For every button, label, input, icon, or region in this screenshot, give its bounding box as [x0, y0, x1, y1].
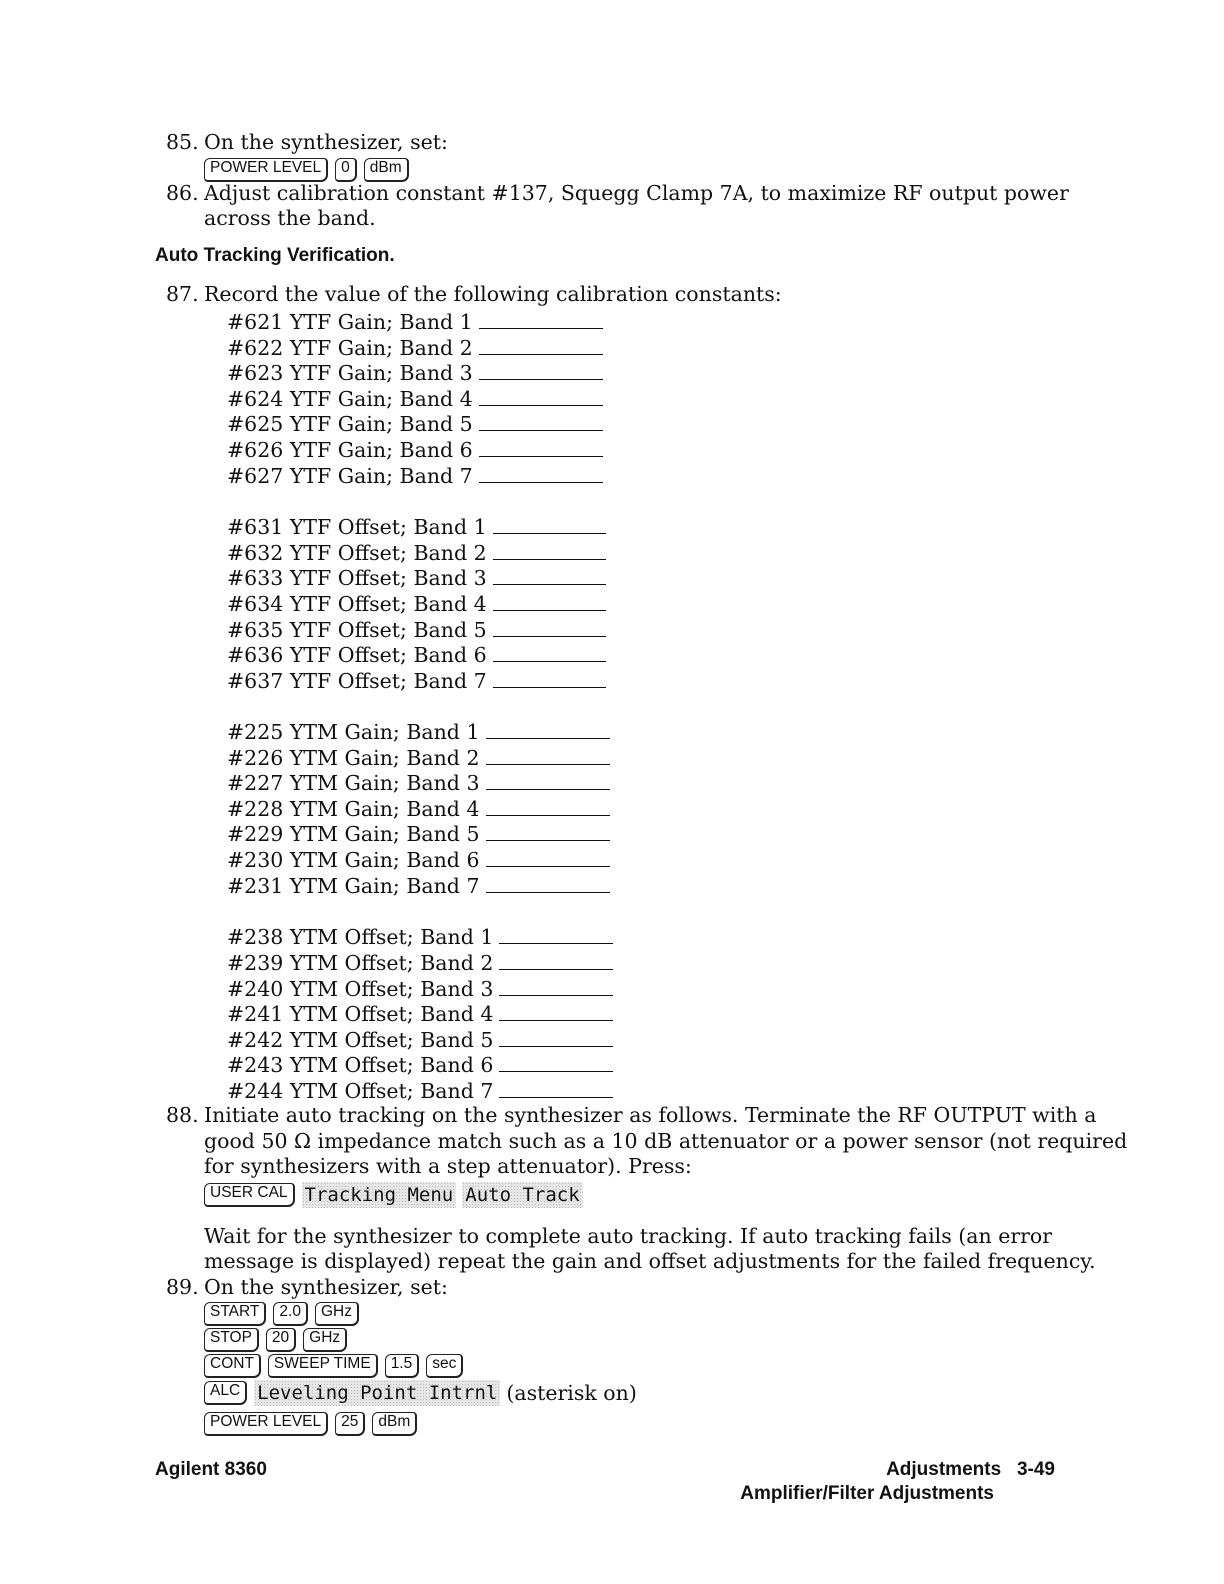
cal-constant-row: [227, 334, 603, 362]
cal-constant-row: [227, 769, 610, 797]
footer-product: Agilent 8360: [155, 1459, 267, 1480]
record-blank: [493, 616, 606, 637]
record-blank: [499, 1051, 613, 1072]
cal-constant-label: #227 YTM Gain; Band 3: [227, 771, 480, 795]
cal-constant-row: [227, 872, 610, 900]
record-blank: [493, 539, 606, 560]
cal-constant-label: #625 YTF Gain; Band 5: [227, 412, 473, 436]
cal-constant-label: #634 YTF Offset; Band 4: [227, 592, 487, 616]
cal-constant-label: #637 YTF Offset; Band 7: [227, 669, 487, 693]
cal-constant-label: #622 YTF Gain; Band 2: [227, 336, 473, 360]
record-blank: [493, 641, 606, 662]
step-text: On the synthesizer, set:: [204, 130, 448, 154]
digit-0-key[interactable]: 0: [335, 158, 357, 182]
record-blank: [499, 923, 613, 944]
cal-constant-label: #225 YTM Gain; Band 1: [227, 720, 480, 744]
cal-constant-label: #231 YTM Gain; Band 7: [227, 874, 480, 898]
key-sequence: [204, 1328, 354, 1352]
record-blank: [479, 308, 603, 329]
step-text: good 50 Ω impedance match such as a 10 dB attenuator or a power sensor (not required: [204, 1129, 1128, 1153]
cal-constant-label: #636 YTF Offset; Band 6: [227, 643, 487, 667]
cal-constant-row: [227, 308, 603, 336]
alc-key[interactable]: ALC: [204, 1381, 247, 1405]
cal-constant-label: #230 YTM Gain; Band 6: [227, 848, 480, 872]
footer-chapter: Amplifier/Filter Adjustments: [740, 1483, 994, 1504]
record-blank: [479, 436, 603, 457]
cal-constant-row: [227, 1000, 613, 1028]
cal-constant-row: [227, 846, 610, 874]
record-blank: [499, 1000, 613, 1021]
step-number: 86.: [166, 181, 199, 205]
cal-constant-row: [227, 462, 603, 490]
cal-constant-label: #241 YTM Offset; Band 4: [227, 1002, 494, 1026]
record-blank: [499, 949, 613, 970]
tracking-menu-softkey[interactable]: Tracking Menu: [302, 1182, 457, 1208]
cal-constant-row: [227, 436, 603, 464]
cal-constant-label: #635 YTF Offset; Band 5: [227, 618, 487, 642]
sweep-time-key[interactable]: SWEEP TIME: [268, 1354, 378, 1378]
step-text: Initiate auto tracking on the synthesizer as follows. Terminate the RF OUTPUT with a: [204, 1103, 1097, 1127]
ghz-key[interactable]: GHz: [315, 1302, 359, 1326]
cal-constant-row: [227, 1026, 613, 1054]
record-blank: [479, 385, 603, 406]
value-key[interactable]: 25: [335, 1412, 365, 1436]
record-blank: [479, 359, 603, 380]
record-blank: [486, 846, 610, 867]
cal-constant-row: [227, 923, 613, 951]
start-key[interactable]: START: [204, 1302, 266, 1326]
key-sequence: [204, 1182, 589, 1208]
cal-constant-row: [227, 820, 610, 848]
cal-constant-row: [227, 667, 606, 695]
record-blank: [499, 975, 613, 996]
dbm-key[interactable]: dBm: [372, 1412, 417, 1436]
cal-constant-row: [227, 795, 610, 823]
cal-constant-row: [227, 385, 603, 413]
user-cal-key[interactable]: USER CAL: [204, 1183, 295, 1207]
cal-constant-label: #229 YTM Gain; Band 5: [227, 822, 480, 846]
cal-constant-label: #228 YTM Gain; Band 4: [227, 797, 480, 821]
key-sequence: [204, 1412, 424, 1436]
section-heading: Auto Tracking Verification.: [155, 245, 395, 266]
record-blank: [493, 513, 606, 534]
cal-constant-label: #238 YTM Offset; Band 1: [227, 925, 494, 949]
key-sequence: [204, 158, 416, 182]
cal-constant-label: #242 YTM Offset; Band 5: [227, 1028, 494, 1052]
step-text: across the band.: [204, 206, 376, 230]
step-number: 88.: [166, 1103, 199, 1127]
record-blank: [479, 334, 603, 355]
footer-page-ref: Adjustments 3-49: [886, 1459, 1055, 1480]
record-blank: [479, 410, 603, 431]
asterisk-note: (asterisk on): [506, 1381, 637, 1405]
cal-constant-label: #626 YTF Gain; Band 6: [227, 438, 473, 462]
record-blank: [486, 744, 610, 765]
sec-key[interactable]: sec: [426, 1354, 463, 1378]
cal-constant-row: [227, 744, 610, 772]
cal-constant-row: [227, 975, 613, 1003]
cont-key[interactable]: CONT: [204, 1354, 261, 1378]
power-level-key[interactable]: POWER LEVEL: [204, 158, 328, 182]
power-level-key[interactable]: POWER LEVEL: [204, 1412, 328, 1436]
step-text: Adjust calibration constant #137, Squegg Clamp 7A, to maximize RF output power: [204, 181, 1069, 205]
cal-constant-row: [227, 359, 603, 387]
cal-constant-label: #240 YTM Offset; Band 3: [227, 977, 494, 1001]
record-blank: [486, 795, 610, 816]
dbm-key[interactable]: dBm: [364, 158, 409, 182]
cal-constant-row: [227, 641, 606, 669]
key-sequence: [204, 1380, 637, 1406]
cal-constant-label: #226 YTM Gain; Band 2: [227, 746, 480, 770]
cal-constant-label: #243 YTM Offset; Band 6: [227, 1053, 494, 1077]
cal-constant-row: [227, 1077, 613, 1105]
record-blank: [486, 820, 610, 841]
key-sequence: [204, 1302, 366, 1326]
cal-constant-label: #631 YTF Offset; Band 1: [227, 515, 487, 539]
record-blank: [486, 718, 610, 739]
step-text: Record the value of the following calibration constants:: [204, 282, 782, 306]
step-number: 85.: [166, 130, 199, 154]
record-blank: [493, 667, 606, 688]
step-text: On the synthesizer, set:: [204, 1275, 448, 1299]
step-text: message is displayed) repeat the gain and offset adjustments for the failed frequency.: [204, 1249, 1096, 1273]
cal-constant-label: #633 YTF Offset; Band 3: [227, 566, 487, 590]
value-key[interactable]: 1.5: [385, 1354, 420, 1378]
cal-constant-label: #623 YTF Gain; Band 3: [227, 361, 473, 385]
cal-constant-row: [227, 718, 610, 746]
key-sequence: [204, 1354, 470, 1378]
cal-constant-row: [227, 410, 603, 438]
cal-constant-label: #239 YTM Offset; Band 2: [227, 951, 494, 975]
cal-constant-label: #624 YTF Gain; Band 4: [227, 387, 473, 411]
record-blank: [479, 462, 603, 483]
cal-constant-row: [227, 539, 606, 567]
record-blank: [493, 564, 606, 585]
cal-constant-row: [227, 949, 613, 977]
cal-constant-row: [227, 590, 606, 618]
auto-track-softkey[interactable]: Auto Track: [462, 1182, 582, 1208]
record-blank: [499, 1026, 613, 1047]
stop-key[interactable]: STOP: [204, 1328, 259, 1352]
record-blank: [486, 769, 610, 790]
record-blank: [499, 1077, 613, 1098]
cal-constant-label: #627 YTF Gain; Band 7: [227, 464, 473, 488]
step-text: for synthesizers with a step attenuator). Press:: [204, 1154, 692, 1178]
ghz-key[interactable]: GHz: [303, 1328, 347, 1352]
value-key[interactable]: 20: [266, 1328, 296, 1352]
value-key[interactable]: 2.0: [273, 1302, 308, 1326]
step-number: 87.: [166, 282, 199, 306]
step-text: Wait for the synthesizer to complete auto tracking. If auto tracking fails (an error: [204, 1224, 1053, 1248]
cal-constant-row: [227, 616, 606, 644]
record-blank: [486, 872, 610, 893]
step-number: 89.: [166, 1275, 199, 1299]
cal-constant-label: #632 YTF Offset; Band 2: [227, 541, 487, 565]
cal-constant-row: [227, 564, 606, 592]
cal-constant-label: #244 YTM Offset; Band 7: [227, 1079, 494, 1103]
leveling-point-intrnl-softkey[interactable]: Leveling Point Intrnl: [254, 1380, 500, 1406]
cal-constant-label: #621 YTF Gain; Band 1: [227, 310, 473, 334]
record-blank: [493, 590, 606, 611]
cal-constant-row: [227, 513, 606, 541]
cal-constant-row: [227, 1051, 613, 1079]
